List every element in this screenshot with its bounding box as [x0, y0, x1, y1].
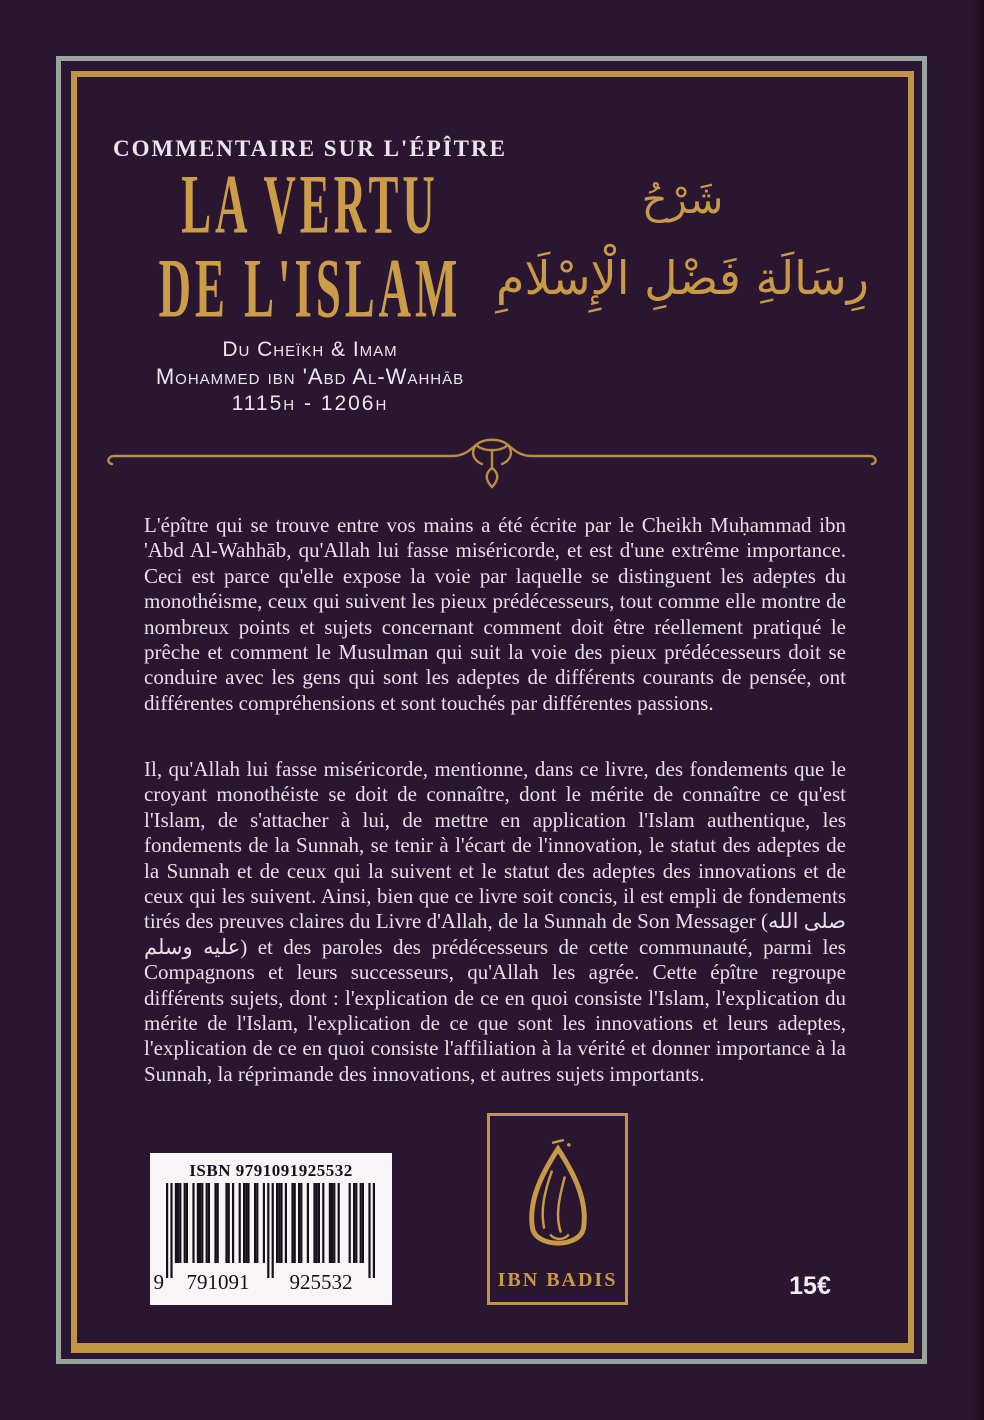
divider-ornament: [100, 434, 884, 490]
cover-subtitle: COMMENTAIRE SUR L'ÉPÎTRE: [113, 136, 507, 161]
description-paragraph-1: L'épître qui se trouve entre vos mains a été écrite par le Cheikh Muḥammad ibn 'Abd Al-Wahhāb, qu'Allah lui fasse miséricorde, et est d'une extrême importance. Ceci est parce qu'elle expose la voie par laquelle se distinguent les adeptes du monothéisme, ceux qui suivent les pieux prédécesseurs, tout comme elle montre de nombreux points et sujets concernant comment doit être réellement pratiqué le prêche et comment le Musulman qui suit la voie des pieux prédécesseurs doit se conduire avec les gens qui sont les adeptes de différents courants de pensée, ont différentes compréhensions et sont touchés par différentes passions.: [144, 513, 846, 715]
cover-title-line2: DE L'ISLAM: [158, 241, 462, 337]
cover-title-line1: LA VERTU: [181, 157, 439, 253]
author-prefix: Du Cheïkh & Imam: [222, 338, 398, 361]
isbn-barcode: [150, 1153, 392, 1305]
author-dates: 1115h - 1206h: [231, 392, 389, 415]
description-paragraph-2: Il, qu'Allah lui fasse miséricorde, mentionne, dans ce livre, des fondements que le croyant monothéiste se doit de connaître, dont le mérite de connaître ce qu'est l'Islam, de s'attacher à lui, de mettre en application l'Islam authentique, les fondements de la Sunnah, se tenir à l'écart de l'innovation, le statut des adeptes de la Sunnah et de ceux qui la suivent et le statut des adeptes des innovations et de ceux qui les suivent. Ainsi, bien que ce livre soit concis, il est empli de fondements tirés des preuves claires du Livre d'Allah, de la Sunnah de Son Messager (صلى الله عليه وسلم) et des paroles des prédécesseurs de cette communauté, parmi les Compagnons et leurs successeurs, qu'Allah les agrée. Cette épître regroupe différents sujets, dont : l'explication de ce en quoi consiste l'Islam, l'explication du mérite de l'Islam, l'explication de ce que sont les innovations et leurs adeptes, l'explication de ce en quoi consiste l'affiliation à la vérité et donner importance à la Sunnah, la réprimande des innovations, et autres sujets importants.: [144, 757, 846, 1086]
publisher-calligraphy-icon: [508, 1139, 608, 1267]
isbn-digit-group1: 9: [153, 1270, 164, 1293]
barcode-svg: [150, 1183, 392, 1293]
arabic-title-line1: شَرْحُ: [641, 177, 724, 223]
isbn-digit-group3: 925532: [289, 1270, 353, 1293]
arabic-title-block: [495, 168, 870, 324]
book-edge-shade: [972, 0, 984, 1420]
isbn-label: ISBN 9791091925532: [189, 1161, 353, 1180]
author-name: Mohammed ibn 'Abd Al-Wahhāb: [155, 364, 465, 389]
arabic-title-line2: رِسَالَةِ فَضْلِ الْإِسْلَامِ: [496, 251, 869, 305]
publisher-logo: [487, 1113, 628, 1305]
publisher-name: IBN BADIS: [497, 1269, 618, 1291]
price-label: 15€: [789, 1272, 831, 1300]
isbn-digit-group2: 791091: [186, 1270, 250, 1293]
author-block: [110, 338, 510, 416]
